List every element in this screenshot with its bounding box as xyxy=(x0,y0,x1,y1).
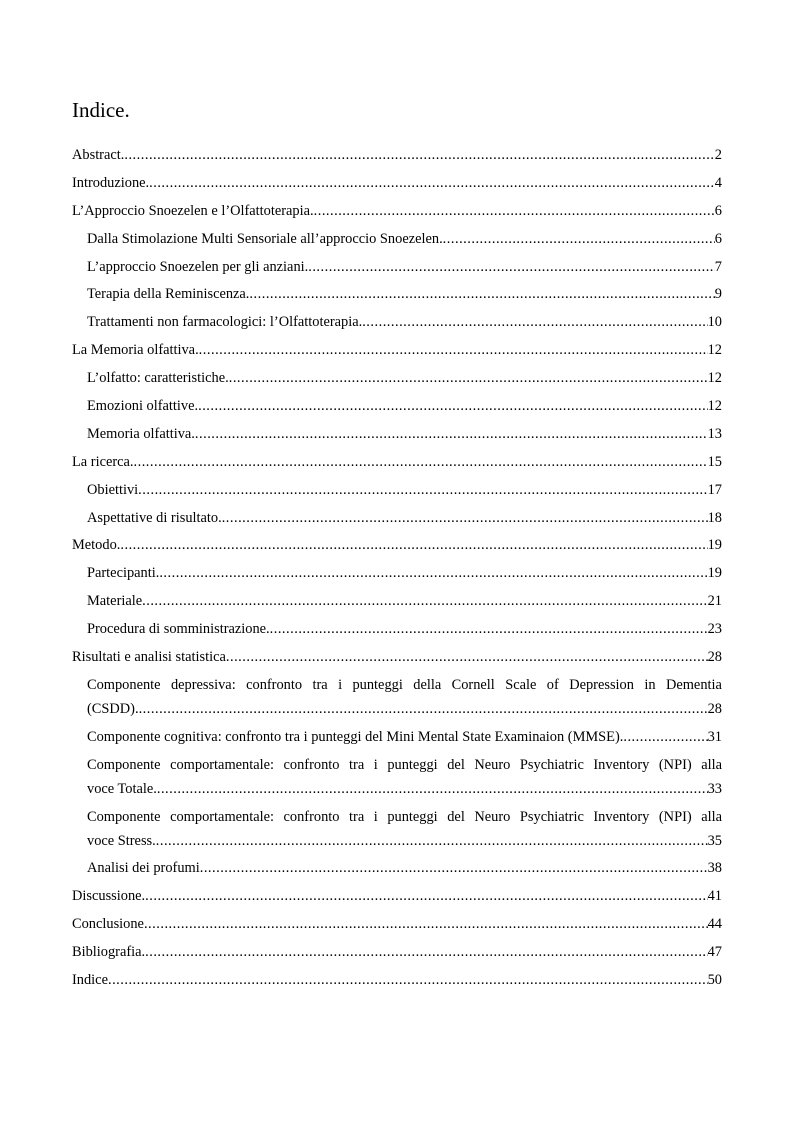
dot-leader xyxy=(144,912,708,936)
toc-subentry[interactable] xyxy=(72,255,722,279)
toc-word: alla xyxy=(701,756,722,773)
toc-entry[interactable] xyxy=(72,645,722,669)
dot-leader xyxy=(314,199,715,223)
toc-subentry[interactable] xyxy=(72,617,722,641)
toc-entry-row xyxy=(87,829,722,853)
dot-leader xyxy=(138,478,707,502)
toc-page-number: 2 xyxy=(714,147,722,163)
toc-entry-title: Risultati e analisi statistica xyxy=(72,649,226,666)
toc-entry-row xyxy=(87,255,722,279)
toc-entry-title-line1 xyxy=(87,753,722,777)
toc-page-number: 9 xyxy=(714,286,722,303)
toc-entry-row xyxy=(87,561,722,585)
toc-entry-title: Metodo. xyxy=(72,537,121,554)
toc-entry-row xyxy=(87,366,722,390)
toc-entry-row xyxy=(87,856,722,880)
toc-subentry[interactable] xyxy=(72,725,722,749)
dot-leader xyxy=(159,561,707,585)
toc-entry-title: Bibliografia. xyxy=(72,944,146,961)
toc-entry[interactable] xyxy=(72,940,722,964)
toc-entry-row xyxy=(72,199,722,223)
toc-subentry[interactable] xyxy=(72,394,722,418)
toc-subentry[interactable] xyxy=(72,805,722,853)
toc-page-number: 47 xyxy=(707,944,722,961)
toc-entry-row xyxy=(87,394,722,418)
toc-entry-title-line2: voce Totale. xyxy=(87,780,157,797)
toc-word: tra xyxy=(312,676,328,693)
dot-leader xyxy=(139,697,708,721)
toc-word: Dementia xyxy=(665,676,722,693)
toc-page-number: 6 xyxy=(714,230,722,247)
toc-entry[interactable] xyxy=(72,338,722,362)
dot-leader xyxy=(198,394,708,418)
toc-word: comportamentale: xyxy=(170,756,274,773)
toc-entry-title: Dalla Stimolazione Multi Sensoriale all’approccio Snoezelen. xyxy=(87,230,443,247)
dot-leader xyxy=(226,645,708,669)
toc-word: depressiva: xyxy=(170,676,236,693)
toc-word: tra xyxy=(349,756,365,773)
toc-word: Inventory xyxy=(593,808,650,825)
toc-entry-row xyxy=(72,645,722,669)
toc-entry-row xyxy=(87,282,722,306)
toc-subentry[interactable] xyxy=(72,366,722,390)
toc-page-number: 18 xyxy=(707,509,722,526)
toc-entry-row xyxy=(72,143,722,167)
toc-word: Psychiatric xyxy=(519,808,584,825)
table-of-contents xyxy=(72,143,722,996)
toc-page-number: 12 xyxy=(707,342,722,359)
toc-entry-row xyxy=(87,422,722,446)
dot-leader xyxy=(156,829,708,853)
toc-entry-row xyxy=(72,912,722,936)
toc-entry-title: Partecipanti. xyxy=(87,565,160,582)
toc-word: Psychiatric xyxy=(519,756,584,773)
toc-page-number: 50 xyxy=(707,972,722,989)
toc-word: della xyxy=(413,676,442,693)
dot-leader xyxy=(145,884,707,908)
dot-leader xyxy=(200,856,708,880)
toc-title: Indice. xyxy=(72,98,130,122)
toc-word: i xyxy=(338,676,343,693)
dot-leader xyxy=(443,227,715,251)
toc-entry[interactable] xyxy=(72,912,722,936)
dot-leader xyxy=(362,310,707,334)
dot-leader xyxy=(124,143,714,167)
dot-leader xyxy=(149,171,715,195)
dot-leader xyxy=(134,450,708,474)
toc-entry-title: Obiettivi xyxy=(87,481,139,498)
toc-word: Neuro xyxy=(474,808,511,825)
toc-entry[interactable] xyxy=(72,968,722,992)
toc-page-number: 33 xyxy=(707,780,722,797)
toc-word: punteggi xyxy=(387,808,438,825)
toc-subentry[interactable] xyxy=(72,422,722,446)
toc-page-number: 41 xyxy=(707,888,722,905)
toc-subentry[interactable] xyxy=(72,856,722,880)
toc-entry-title: Aspettative di risultato. xyxy=(87,509,222,526)
toc-entry[interactable] xyxy=(72,884,722,908)
toc-page-number: 44 xyxy=(707,916,722,933)
toc-word: del xyxy=(447,808,465,825)
toc-entry[interactable] xyxy=(72,199,722,223)
toc-page-number: 15 xyxy=(707,453,722,470)
toc-entry-row xyxy=(87,777,722,801)
toc-word: (NPI) xyxy=(658,808,692,825)
toc-entry[interactable] xyxy=(72,450,722,474)
toc-entry-row xyxy=(87,697,722,721)
toc-page-number: 12 xyxy=(707,398,722,415)
toc-word: Componente xyxy=(87,676,161,693)
toc-entry-title: Discussione. xyxy=(72,888,146,905)
toc-entry-title: L’approccio Snoezelen per gli anziani. xyxy=(87,258,309,275)
toc-entry-title: Memoria olfattiva. xyxy=(87,425,195,442)
toc-word: Componente xyxy=(87,808,161,825)
toc-page-number: 21 xyxy=(707,593,722,610)
toc-word: in xyxy=(644,676,656,693)
toc-page-number: 23 xyxy=(707,621,722,638)
toc-page-number: 17 xyxy=(707,481,722,498)
toc-word: Inventory xyxy=(593,756,650,773)
toc-word: confronto xyxy=(283,808,340,825)
toc-entry[interactable] xyxy=(72,143,722,167)
toc-word: (NPI) xyxy=(658,756,692,773)
toc-subentry[interactable] xyxy=(72,227,722,251)
toc-entry-title: Terapia della Reminiscenza. xyxy=(87,286,250,303)
toc-entry-title: Indice xyxy=(72,972,108,989)
toc-entry-title: La ricerca. xyxy=(72,453,134,470)
toc-entry-title-line1 xyxy=(87,673,722,697)
toc-entry-title: Procedura di somministrazione. xyxy=(87,621,270,638)
toc-entry-title: Trattamenti non farmacologici: l’Olfattoterapia. xyxy=(87,314,363,331)
dot-leader xyxy=(270,617,708,641)
toc-word: Depression xyxy=(569,676,634,693)
toc-entry-title: Abstract. xyxy=(72,147,125,163)
dot-leader xyxy=(142,589,707,613)
toc-word: tra xyxy=(349,808,365,825)
toc-subentry[interactable] xyxy=(72,561,722,585)
toc-entry-row xyxy=(87,310,722,334)
toc-subentry[interactable] xyxy=(72,589,722,613)
toc-page-number: 4 xyxy=(714,174,722,191)
toc-subentry[interactable] xyxy=(72,282,722,306)
toc-entry-row xyxy=(87,227,722,251)
toc-word: punteggi xyxy=(387,756,438,773)
toc-entry-title: Conclusione xyxy=(72,916,144,933)
toc-entry-row xyxy=(87,589,722,613)
dot-leader xyxy=(120,533,707,557)
toc-entry-title-line2: (CSDD). xyxy=(87,700,139,717)
toc-entry-row xyxy=(72,533,722,557)
toc-entry-row xyxy=(87,617,722,641)
toc-word: alla xyxy=(701,808,722,825)
toc-word: Cornell xyxy=(451,676,495,693)
toc-word: i xyxy=(373,808,378,825)
toc-word: Componente xyxy=(87,756,161,773)
toc-subentry[interactable] xyxy=(72,310,722,334)
toc-entry-row xyxy=(87,506,722,530)
toc-subentry[interactable] xyxy=(72,478,722,502)
toc-entry-title: Componente cognitiva: confronto tra i punteggi del Mini Mental State Examinaion (MMSE). xyxy=(87,728,624,745)
toc-word: of xyxy=(546,676,559,693)
toc-entry-row xyxy=(72,968,722,992)
toc-entry-row xyxy=(87,725,722,749)
toc-subentry[interactable] xyxy=(72,506,722,530)
dot-leader xyxy=(249,282,714,306)
dot-leader xyxy=(222,506,708,530)
toc-page-number: 12 xyxy=(707,370,722,387)
dot-leader xyxy=(229,366,708,390)
toc-page-number: 38 xyxy=(707,860,722,877)
toc-entry-row xyxy=(72,171,722,195)
toc-page-number: 13 xyxy=(707,425,722,442)
toc-entry-title-line2: voce Stress. xyxy=(87,832,156,849)
toc-entry-row xyxy=(72,884,722,908)
dot-leader xyxy=(157,777,708,801)
toc-entry-row xyxy=(87,478,722,502)
toc-page-number: 31 xyxy=(707,728,722,745)
dot-leader xyxy=(308,255,715,279)
toc-page-number: 6 xyxy=(714,202,722,219)
toc-word: punteggi xyxy=(352,676,403,693)
toc-word: Scale xyxy=(505,676,537,693)
toc-subentry[interactable] xyxy=(72,673,722,721)
dot-leader xyxy=(199,338,708,362)
toc-page-number: 10 xyxy=(707,314,722,331)
toc-entry-title: Materiale xyxy=(87,593,143,610)
toc-entry[interactable] xyxy=(72,171,722,195)
toc-entry-title: L’olfatto: caratteristiche. xyxy=(87,370,229,387)
toc-entry-title: Introduzione. xyxy=(72,174,150,191)
dot-leader xyxy=(195,422,708,446)
toc-page-number: 35 xyxy=(707,832,722,849)
toc-entry-title: Analisi dei profumi xyxy=(87,860,200,877)
toc-entry-title: Emozioni olfattive. xyxy=(87,398,199,415)
toc-entry-row xyxy=(72,940,722,964)
toc-entry[interactable] xyxy=(72,533,722,557)
toc-page-number: 28 xyxy=(707,700,722,717)
toc-word: comportamentale: xyxy=(170,808,274,825)
dot-leader xyxy=(623,725,707,749)
toc-word: confronto xyxy=(283,756,340,773)
toc-subentry[interactable] xyxy=(72,753,722,801)
dot-leader xyxy=(145,940,707,964)
toc-entry-title-line1 xyxy=(87,805,722,829)
toc-page-number: 28 xyxy=(707,649,722,666)
toc-word: Neuro xyxy=(474,756,511,773)
toc-entry-row xyxy=(72,450,722,474)
toc-entry-row xyxy=(72,338,722,362)
toc-entry-title: La Memoria olfattiva. xyxy=(72,342,199,359)
toc-page-number: 7 xyxy=(714,258,722,275)
toc-word: confronto xyxy=(246,676,303,693)
toc-page-number: 19 xyxy=(707,537,722,554)
dot-leader xyxy=(108,968,708,992)
toc-word: i xyxy=(373,756,378,773)
toc-entry-title: L’Approccio Snoezelen e l’Olfattoterapia. xyxy=(72,202,314,219)
toc-page-number: 19 xyxy=(707,565,722,582)
toc-word: del xyxy=(447,756,465,773)
